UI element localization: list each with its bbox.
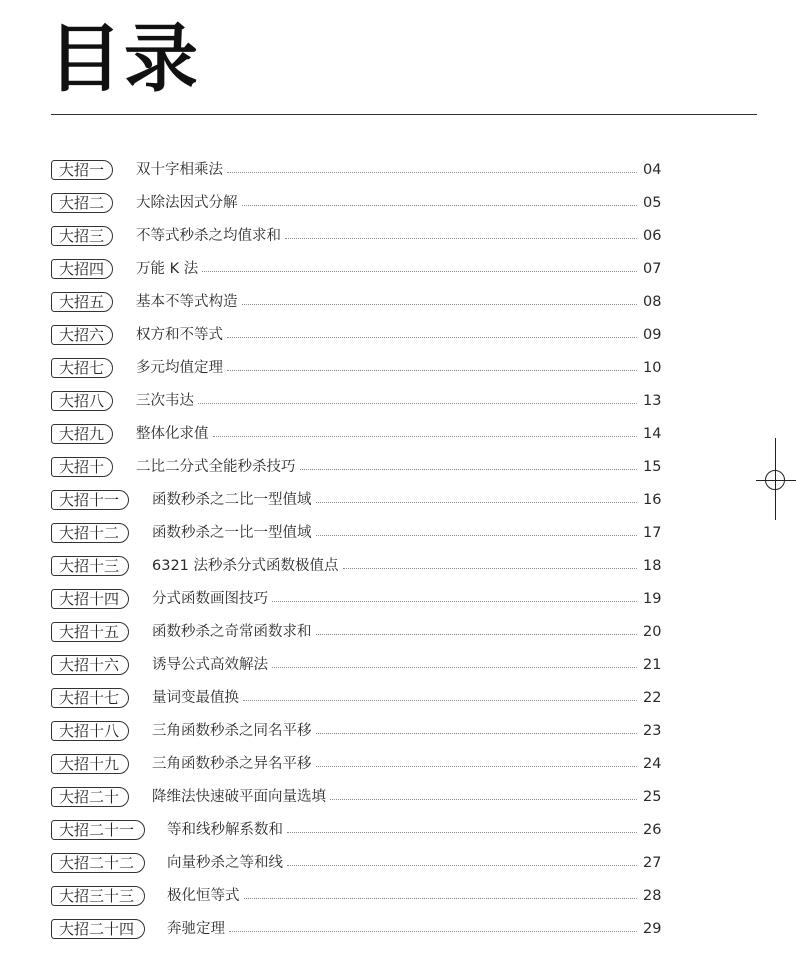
toc-entry-page: 15 <box>643 459 662 475</box>
toc-entry-label: 大招九 <box>51 424 113 444</box>
toc-entry[interactable] <box>0 454 796 480</box>
toc-entry[interactable] <box>0 289 796 315</box>
toc-entry-title: 三次韦达 <box>136 393 194 409</box>
toc-entry-title: 三角函数秒杀之同名平移 <box>152 723 312 739</box>
toc-entry-label: 大招七 <box>51 358 113 378</box>
toc-dot-leader <box>242 304 637 305</box>
toc-entry-page: 17 <box>643 525 662 541</box>
toc-entry-label: 大招五 <box>51 292 113 312</box>
toc-entry-page: 23 <box>643 723 662 739</box>
toc-entry-title: 不等式秒杀之均值求和 <box>136 228 281 244</box>
toc-entry-label: 大招三 <box>51 226 113 246</box>
toc-entry-label: 大招十 <box>51 457 113 477</box>
toc-entry-page: 07 <box>643 261 662 277</box>
toc-entry-page: 09 <box>643 327 662 343</box>
toc-entry[interactable] <box>0 421 796 447</box>
toc-entry[interactable] <box>0 751 796 777</box>
toc-entry-page: 19 <box>643 591 662 607</box>
toc-entry[interactable] <box>0 190 796 216</box>
toc-entry-title: 奔驰定理 <box>167 921 225 937</box>
toc-dot-leader <box>229 931 637 932</box>
toc-entry[interactable] <box>0 652 796 678</box>
toc-dot-leader <box>316 766 637 767</box>
toc-entry[interactable] <box>0 685 796 711</box>
toc-entry-page: 06 <box>643 228 662 244</box>
toc-entry-title: 基本不等式构造 <box>136 294 238 310</box>
toc-entry-title: 多元均值定理 <box>136 360 223 376</box>
toc-dot-leader <box>316 634 637 635</box>
toc-entry-page: 08 <box>643 294 662 310</box>
toc-entry-label: 大招十六 <box>51 655 129 675</box>
toc-dot-leader <box>343 568 637 569</box>
toc-entry-title: 函数秒杀之二比一型值域 <box>152 492 312 508</box>
toc-entry-label: 大招六 <box>51 325 113 345</box>
toc-entry[interactable] <box>0 256 796 282</box>
toc-entry-page: 28 <box>643 888 662 904</box>
toc-entry[interactable] <box>0 817 796 843</box>
toc-entry-label: 大招二十二 <box>51 853 145 873</box>
toc-entry-label: 大招十一 <box>51 490 129 510</box>
toc-entry[interactable] <box>0 883 796 909</box>
toc-entry[interactable] <box>0 520 796 546</box>
toc-entry-label: 大招十三 <box>51 556 129 576</box>
toc-entry-label: 大招十五 <box>51 622 129 642</box>
toc-entry-page: 04 <box>643 162 662 178</box>
toc-entry[interactable] <box>0 718 796 744</box>
toc-entry-title: 极化恒等式 <box>167 888 240 904</box>
toc-entry-label: 大招二十一 <box>51 820 145 840</box>
toc-dot-leader <box>213 436 637 437</box>
toc-entry-page: 21 <box>643 657 662 673</box>
toc-entry-title: 量词变最值换 <box>152 690 239 706</box>
toc-entry-title: 函数秒杀之奇常函数求和 <box>152 624 312 640</box>
toc-dot-leader <box>198 403 637 404</box>
toc-entry-page: 29 <box>643 921 662 937</box>
page-title: 目录 <box>48 16 200 102</box>
toc-dot-leader <box>244 898 637 899</box>
toc-entry-label: 大招八 <box>51 391 113 411</box>
toc-entry-page: 05 <box>643 195 662 211</box>
toc-entry[interactable] <box>0 487 796 513</box>
toc-dot-leader <box>287 865 637 866</box>
toc-entry-page: 22 <box>643 690 662 706</box>
toc-entry[interactable] <box>0 157 796 183</box>
toc-entry-label: 大招二十 <box>51 787 129 807</box>
toc-entry-page: 26 <box>643 822 662 838</box>
toc-entry-title: 二比二分式全能秒杀技巧 <box>136 459 296 475</box>
toc-dot-leader <box>285 238 637 239</box>
toc-dot-leader <box>272 601 637 602</box>
toc-entry-title: 大除法因式分解 <box>136 195 238 211</box>
toc-entry[interactable] <box>0 784 796 810</box>
toc-dot-leader <box>202 271 637 272</box>
toc-entry[interactable] <box>0 322 796 348</box>
toc-entry-title: 整体化求值 <box>136 426 209 442</box>
toc-entry-label: 大招十四 <box>51 589 129 609</box>
toc-entry-label: 大招三十三 <box>51 886 145 906</box>
toc-entry[interactable] <box>0 619 796 645</box>
toc-entry-label: 大招二 <box>51 193 113 213</box>
toc-dot-leader <box>227 337 637 338</box>
toc-entry-title: 向量秒杀之等和线 <box>167 855 283 871</box>
toc-entry-page: 10 <box>643 360 662 376</box>
toc-entry-label: 大招十八 <box>51 721 129 741</box>
toc-entry-title: 降维法快速破平面向量选填 <box>152 789 326 805</box>
toc-entry-label: 大招十九 <box>51 754 129 774</box>
toc-dot-leader <box>227 370 637 371</box>
toc-entry[interactable] <box>0 553 796 579</box>
toc-entry-title: 函数秒杀之一比一型值域 <box>152 525 312 541</box>
toc-dot-leader <box>316 502 637 503</box>
toc-entry-label: 大招四 <box>51 259 113 279</box>
toc-entry[interactable] <box>0 586 796 612</box>
toc-dot-leader <box>227 172 637 173</box>
toc-entry-title: 双十字相乘法 <box>136 162 223 178</box>
toc-entry[interactable] <box>0 850 796 876</box>
toc-entry-title: 6321 法秒杀分式函数极值点 <box>152 558 339 574</box>
toc-entry-page: 20 <box>643 624 662 640</box>
toc-entry-label: 大招十七 <box>51 688 129 708</box>
toc-entry-title: 权方和不等式 <box>136 327 223 343</box>
toc-entry-title: 诱导公式高效解法 <box>152 657 268 673</box>
toc-entry-title: 三角函数秒杀之异名平移 <box>152 756 312 772</box>
toc-dot-leader <box>272 667 637 668</box>
toc-dot-leader <box>330 799 637 800</box>
toc-entry[interactable] <box>0 916 796 942</box>
toc-entry-page: 27 <box>643 855 662 871</box>
toc-entry-label: 大招十二 <box>51 523 129 543</box>
toc-dot-leader <box>287 832 637 833</box>
toc-entry-title: 万能 K 法 <box>136 261 199 277</box>
toc-dot-leader <box>243 700 637 701</box>
toc-entry-label: 大招二十四 <box>51 919 145 939</box>
toc-dot-leader <box>316 733 637 734</box>
toc-entry-page: 24 <box>643 756 662 772</box>
toc-entry[interactable] <box>0 355 796 381</box>
toc-entry-page: 25 <box>643 789 662 805</box>
toc-entry-page: 14 <box>643 426 662 442</box>
toc-entry-title: 分式函数画图技巧 <box>152 591 268 607</box>
toc-entry[interactable] <box>0 223 796 249</box>
toc-dot-leader <box>316 535 637 536</box>
toc-entry-page: 18 <box>643 558 662 574</box>
toc-entry-title: 等和线秒解系数和 <box>167 822 283 838</box>
toc-entry-page: 13 <box>643 393 662 409</box>
toc-entry-label: 大招一 <box>51 160 113 180</box>
toc-dot-leader <box>300 469 637 470</box>
toc-dot-leader <box>242 205 637 206</box>
toc-entry-page: 16 <box>643 492 662 508</box>
toc-entry[interactable] <box>0 388 796 414</box>
